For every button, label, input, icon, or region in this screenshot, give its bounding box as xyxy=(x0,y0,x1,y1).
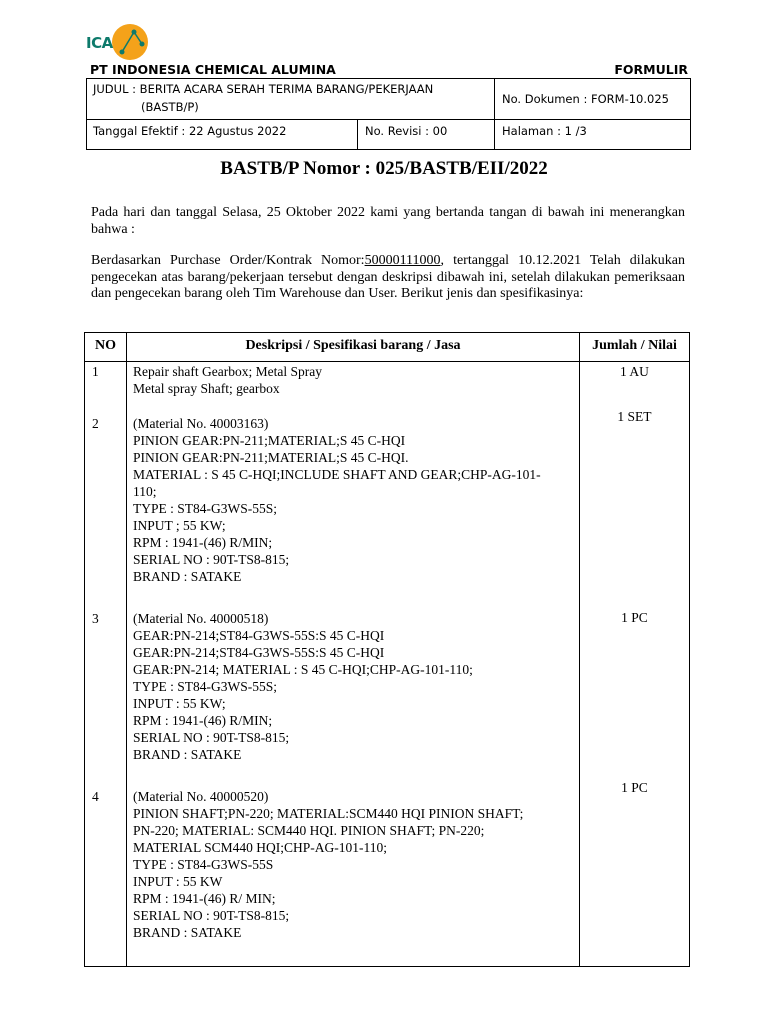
company-logo xyxy=(86,24,152,64)
row-3-no: 3 xyxy=(92,611,99,626)
judul-line-2: (BASTB/P) xyxy=(141,100,199,114)
row-4-description: (Material No. 40000520) PINION SHAFT;PN-220; MATERIAL:SCM440 HQI PINION SHAFT; PN-220; MATERIAL: SCM440 HQI. PINION SHAFT; PN-220; MATERIAL SCM440 HQI;CHP-AG-101-110; TYPE : ST84-G3WS-55S INPUT : 55 KW RPM : 1941-(46) R/ MIN; SERIAL NO : 90T-TS8-815; BRAND : SATAKE xyxy=(133,789,524,940)
row-4-no: 4 xyxy=(92,789,99,804)
intro-paragraph-2 xyxy=(91,253,685,303)
header-no: NO xyxy=(95,338,116,353)
form-type: FORMULIR xyxy=(614,62,688,77)
items-table xyxy=(84,332,690,967)
intro-paragraph-1: Pada hari dan tanggal Selasa, 25 Oktober 2022 kami yang bertanda tangan di bawah ini menerangkan bahwa : xyxy=(91,205,685,237)
tanggal-efektif: Tanggal Efektif : 22 Agustus 2022 xyxy=(93,124,287,138)
header-quantity: Jumlah / Nilai xyxy=(592,338,677,353)
intro-suffix: , tertanggal 10.12.2021 Telah dilakukan pengecekan atas barang/pekerjaan tersebut dengan deskripsi dibawah ini, setelah dilakukan pemeriksaan dan pengecekan barang oleh Tim Warehouse dan User. Berikut jenis dan spesifikasinya: xyxy=(91,253,685,301)
row-3-description: (Material No. 40000518) GEAR:PN-214;ST84-G3WS-55S:S 45 C-HQI GEAR:PN-214;ST84-G3WS-55S:S 45 C-HQI GEAR:PN-214; MATERIAL : S 45 C-HQI;CHP-AG-101-110; TYPE : ST84-G3WS-55S; INPUT : 55 KW; RPM : 1941-(46) R/MIN; SERIAL NO : 90T-TS8-815; BRAND : SATAKE xyxy=(133,611,473,762)
company-name: PT INDONESIA CHEMICAL ALUMINA xyxy=(90,62,336,77)
row-1-no: 1 xyxy=(92,364,99,379)
row-2-no: 2 xyxy=(92,416,99,431)
logo-text: ICA xyxy=(86,34,113,52)
document-header-table xyxy=(86,78,691,150)
row-1-description: Repair shaft Gearbox; Metal Spray Metal spray Shaft; gearbox xyxy=(133,364,322,396)
no-revisi: No. Revisi : 00 xyxy=(365,124,448,138)
row-2-description: (Material No. 40003163) PINION GEAR:PN-211;MATERIAL;S 45 C-HQI PINION GEAR:PN-211;MATERIAL;S 45 C-HQI. MATERIAL : S 45 C-HQI;INCLUDE SHAFT AND GEAR;CHP-AG-101- 110; TYPE : ST84-G3WS-55S; INPUT ; 55 KW; RPM : 1941-(46) R/MIN; SERIAL NO : 90T-TS8-815; BRAND : SATAKE xyxy=(133,416,541,584)
no-dokumen: No. Dokumen : FORM-10.025 xyxy=(502,92,669,106)
halaman: Halaman : 1 /3 xyxy=(502,124,587,138)
po-number: 50000111000 xyxy=(364,253,441,268)
header-description: Deskripsi / Spesifikasi barang / Jasa xyxy=(245,338,461,353)
row-3-quantity: 1 PC xyxy=(621,610,648,625)
row-1-quantity: 1 AU xyxy=(620,364,649,379)
judul-line-1: JUDUL : BERITA ACARA SERAH TERIMA BARANG/PEKERJAAN xyxy=(93,82,434,96)
document-title: BASTB/P Nomor : 025/BASTB/EII/2022 xyxy=(220,158,548,179)
logo-mark-icon xyxy=(112,24,148,60)
row-4-quantity: 1 PC xyxy=(621,780,648,795)
row-2-quantity: 1 SET xyxy=(617,409,652,424)
intro-prefix: Berdasarkan Purchase Order/Kontrak Nomor: xyxy=(91,253,365,268)
